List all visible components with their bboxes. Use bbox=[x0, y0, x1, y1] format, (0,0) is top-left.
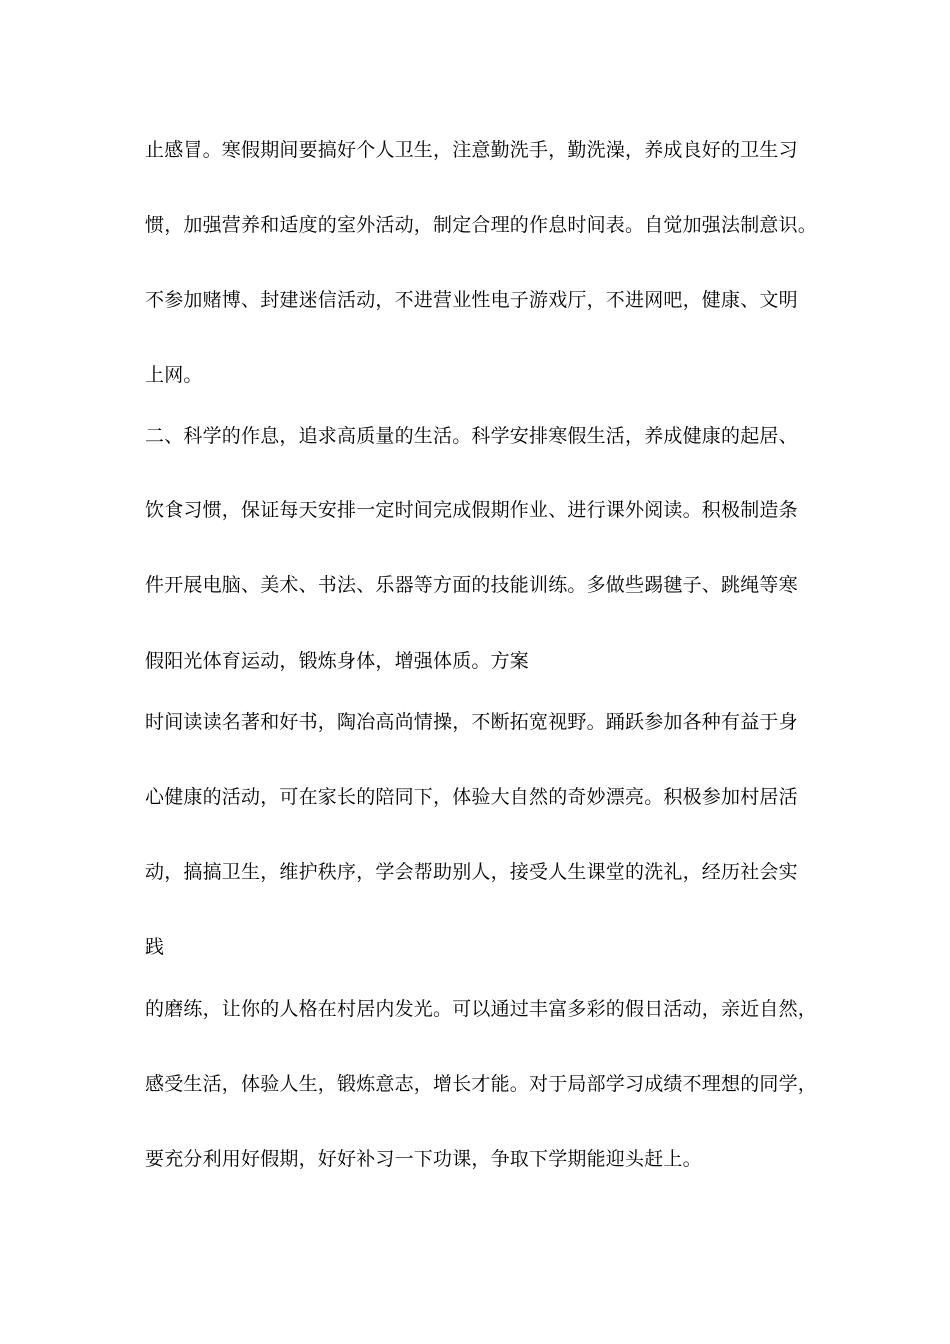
text-line: 件开展电脑、美术、书法、乐器等方面的技能训练。多做些踢毽子、跳绳等寒 bbox=[145, 574, 798, 596]
text-line: 感受生活，体验人生，锻炼意志，增长才能。对于局部学习成绩不理想的同学， bbox=[145, 1073, 818, 1095]
text-line: 止感冒。寒假期间要搞好个人卫生，注意勤洗手，勤洗澡，养成良好的卫生习 bbox=[145, 139, 798, 161]
text-line: 动，搞搞卫生，维护秩序，学会帮助别人，接受人生课堂的洗礼，经历社会实 bbox=[145, 861, 798, 883]
text-line: 要充分利用好假期，好好补习一下功课，争取下学期能迎头赶上。 bbox=[145, 1148, 702, 1170]
text-line: 不参加赌博、封建迷信活动，不进营业性电子游戏厅，不进网吧，健康、文明 bbox=[145, 289, 798, 311]
text-line: 心健康的活动，可在家长的陪同下，体验大自然的奇妙漂亮。积极参加村居活 bbox=[145, 786, 798, 808]
text-line: 时间读读名著和好书，陶冶高尚情操，不断拓宽视野。踊跃参加各种有益于身 bbox=[145, 711, 798, 733]
text-line: 上网。 bbox=[145, 364, 203, 386]
text-line: 二、科学的作息，追求高质量的生活。科学安排寒假生活，养成健康的起居、 bbox=[145, 425, 798, 447]
text-line: 假阳光体育运动，锻炼身体，增强体质。方案 bbox=[145, 650, 530, 672]
text-line: 践 bbox=[145, 936, 165, 958]
text-line: 的磨练，让你的人格在村居内发光。可以通过丰富多彩的假日活动，亲近自然， bbox=[145, 998, 818, 1020]
text-line: 饮食习惯，保证每天安排一定时间完成假期作业、进行课外阅读。积极制造条 bbox=[145, 499, 798, 521]
text-line: 惯，加强营养和适度的室外活动，制定合理的作息时间表。自觉加强法制意识。 bbox=[145, 214, 818, 236]
